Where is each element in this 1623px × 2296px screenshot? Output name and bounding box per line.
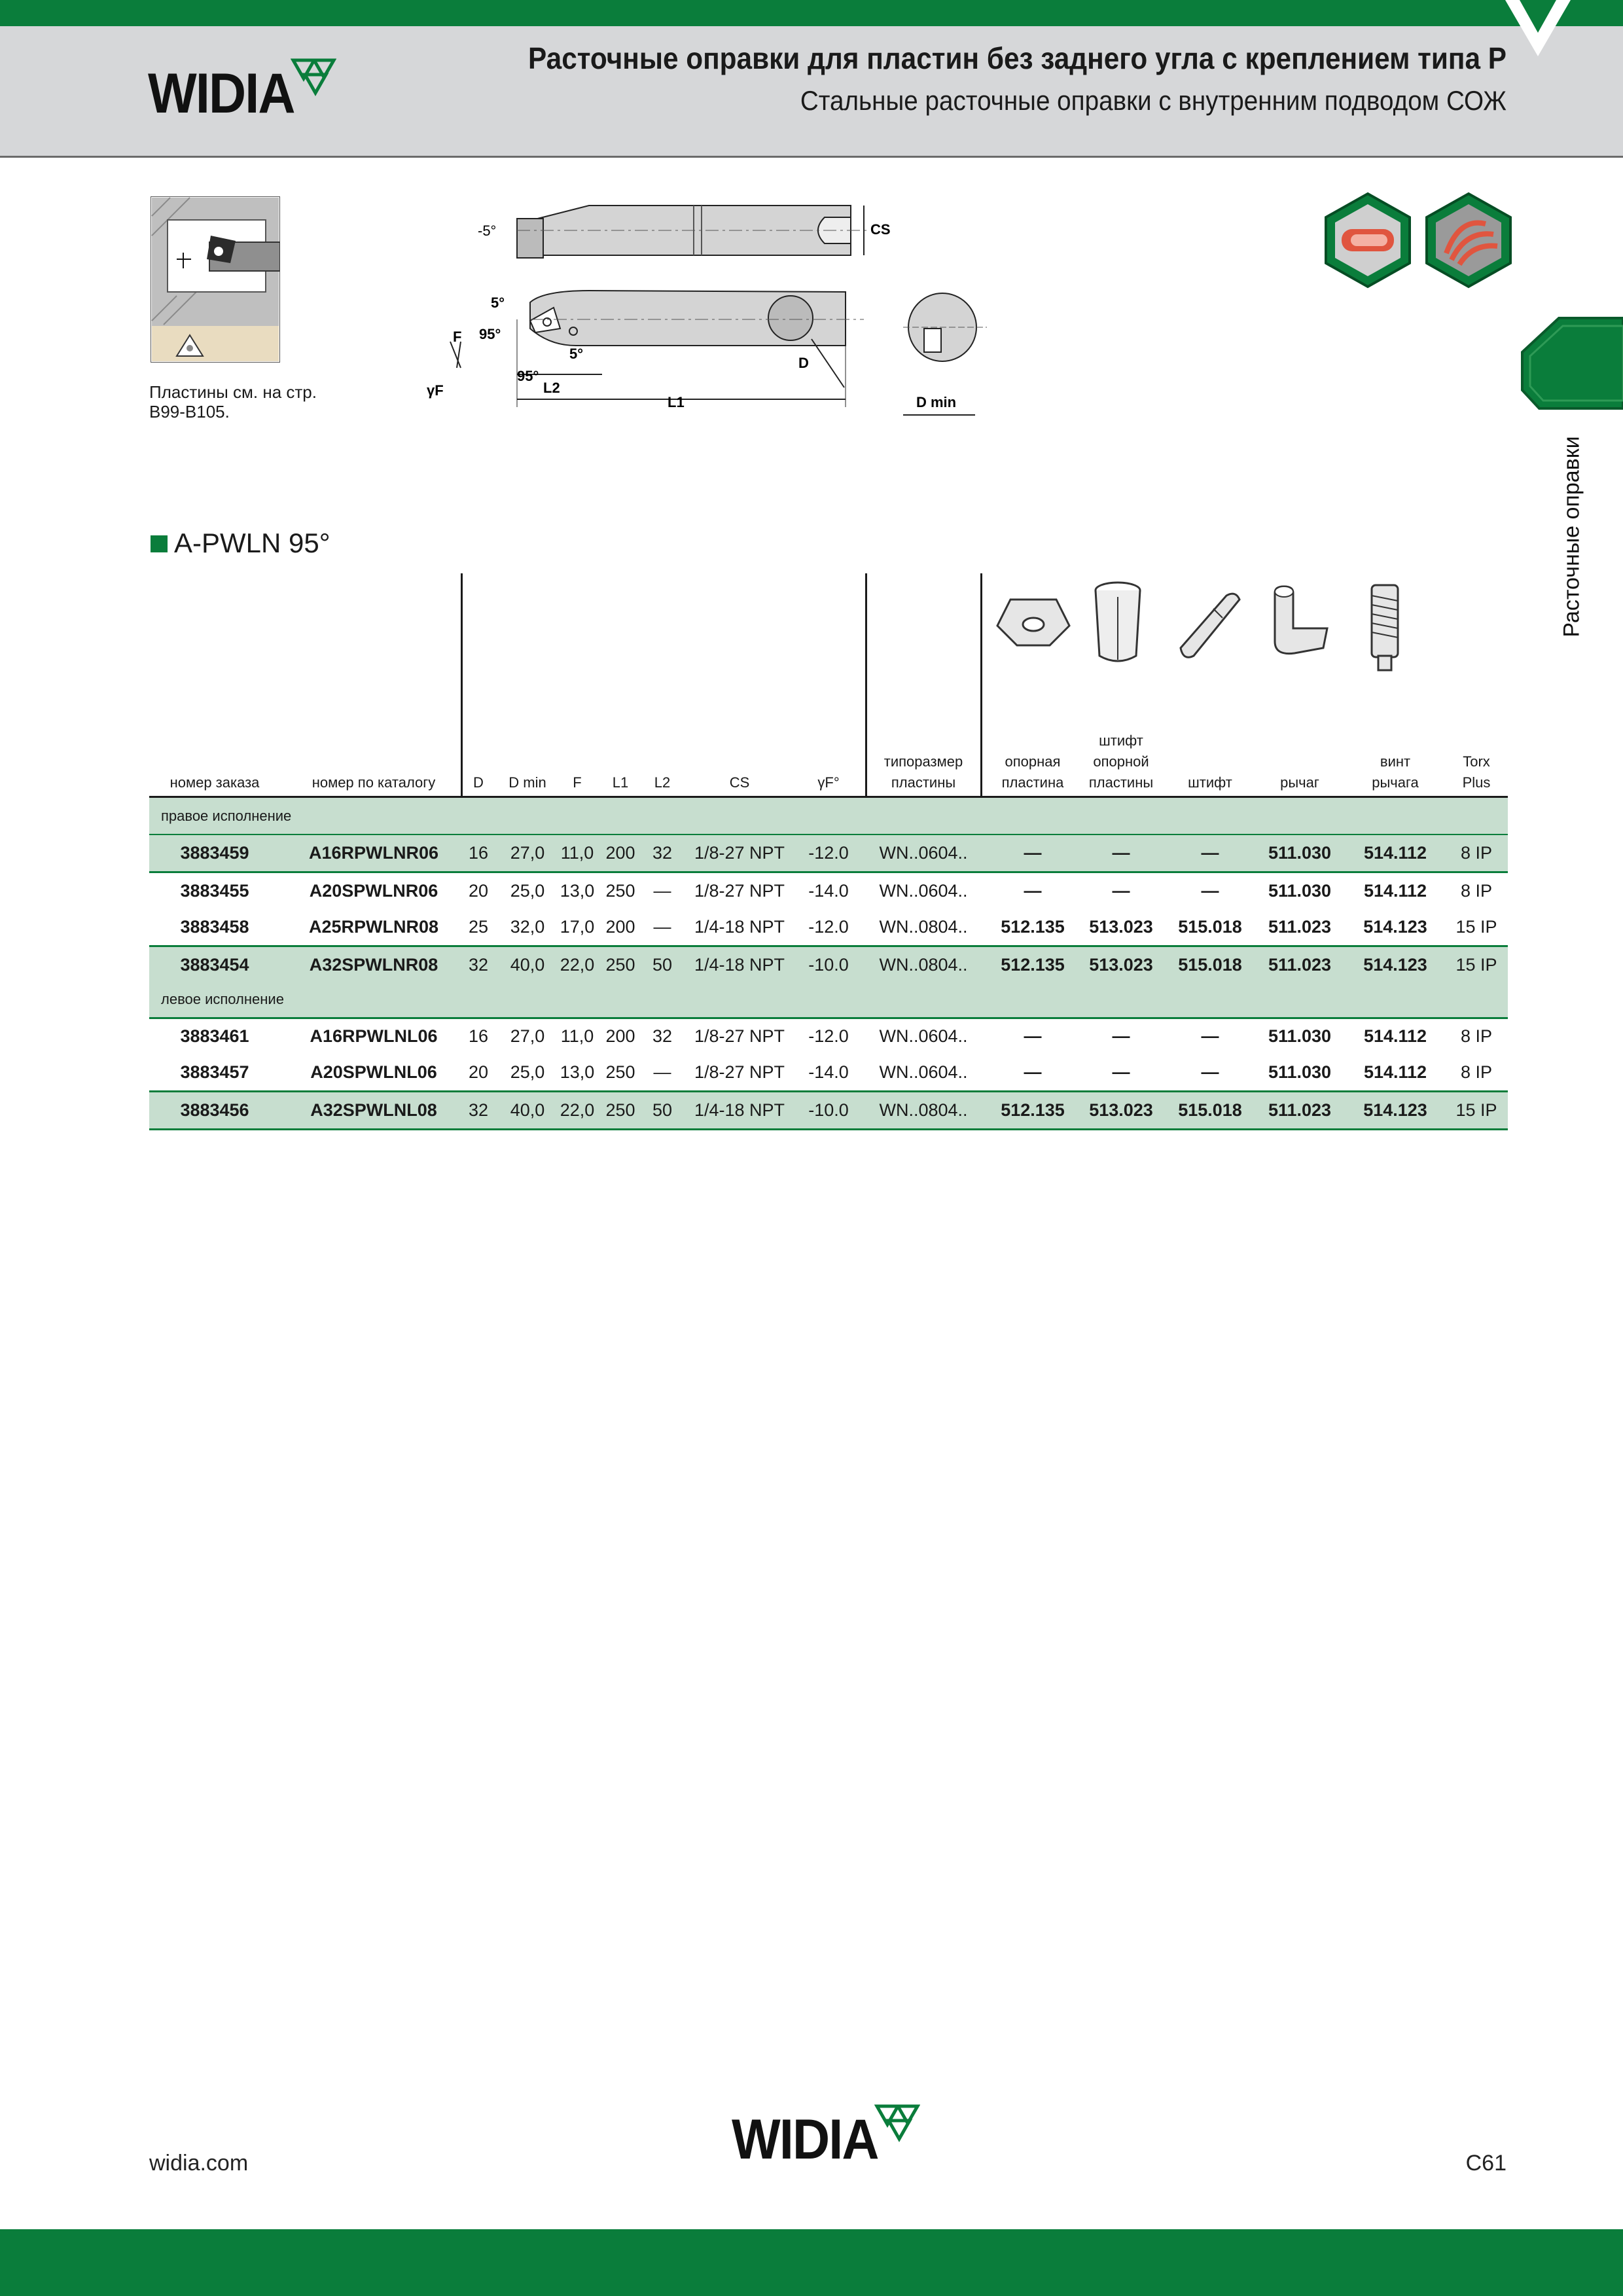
col-header-catalog: номер по каталогу [312, 774, 436, 791]
drawing-label-angle-95b: 95° [517, 368, 539, 384]
logo-wordmark: WIDIA [148, 62, 294, 125]
header-divider [461, 573, 463, 797]
drawing-label-angle-5b: 5° [569, 346, 584, 362]
table-row: 3883455 A20SPWLNR06 20 25,0 13,0 250 — 1/8-27 NPT -14.0 WN..0604.. — — — 511.030 514.112 8 IP [180, 881, 1493, 901]
col-header-torx: Torx Plus [1462, 753, 1491, 791]
page-subtitle: Стальные расточные оправки с внутренним подводом СОЖ [800, 85, 1507, 116]
lever-icon [1255, 583, 1340, 668]
table-row: 3883456 A32SPWLNL08 32 40,0 22,0 250 50 1/4-18 NPT -10.0 WN..0804.. 512.135 513.023 515.018 511.023 514.123 15 IP [149, 1092, 1508, 1130]
widia-triangles-icon [291, 58, 336, 97]
footer-logo-wordmark: WIDIA [732, 2108, 878, 2171]
header-divider [865, 573, 867, 797]
footer-url[interactable]: widia.com [149, 2151, 249, 2176]
drawing-label-angle-top: -5° [478, 223, 497, 239]
col-header-cs: CS [729, 774, 750, 791]
threading-hex-icon [1427, 194, 1510, 287]
side-tab-label: Расточные оправки [1559, 436, 1584, 637]
header-divider [980, 573, 982, 797]
drawing-label-angle-5: 5° [491, 295, 505, 311]
page-number: C61 [1465, 2151, 1507, 2176]
lever-screw-icon [1365, 583, 1404, 674]
footer-widia-logo [732, 2108, 891, 2171]
drawing-label-f: F [453, 329, 462, 345]
col-header-d: D [473, 774, 484, 791]
group-row-left: левое исполнение [149, 981, 1508, 1019]
shim-pin-icon [1085, 577, 1150, 669]
spec-table [149, 573, 1508, 1127]
col-header-lever-screw: винт рычага [1372, 753, 1419, 791]
table-row: 3883457 A20SPWLNL06 20 25,0 13,0 250 — 1/8-27 NPT -14.0 WN..0604.. — — — 511.030 514.112 8 IP [149, 1054, 1508, 1092]
col-header-insert-size: типоразмер пластины [883, 753, 963, 791]
col-header-gamma: γF° [817, 774, 840, 791]
table-row: 3883461 A16RPWLNL06 16 27,0 11,0 200 32 1/8-27 NPT -12.0 WN..0604.. — — — 511.030 514.112 8 IP [180, 1026, 1493, 1046]
insert-application-illustration [151, 196, 280, 363]
col-header-pin: штифт [1188, 774, 1232, 791]
side-tab-icon [1520, 317, 1623, 410]
section-marker [151, 535, 168, 552]
bottom-green-bar [0, 2229, 1623, 2296]
drawing-label-dmin: D min [916, 394, 957, 410]
col-header-l2: L2 [654, 774, 671, 791]
col-header-shim-pin: штифт опорной пластины [1088, 732, 1154, 791]
drawing-label-l1: L1 [668, 394, 685, 410]
application-hex-icons [1322, 191, 1518, 289]
footer-widia-triangles-icon [874, 2104, 920, 2143]
boring-bar-drawing [419, 191, 1008, 427]
insert-reference-note: Пластины см. на стр. B99-B105. [149, 382, 317, 422]
table-row: 3883459 A16RPWLNR06 16 27,0 11,0 200 32 1/8-27 NPT -12.0 WN..0604.. — — — 511.030 514.112 8 IP [149, 835, 1508, 873]
table-row: 3883454 A32SPWLNR08 32 40,0 22,0 250 50 1/4-18 NPT -10.0 WN..0804.. 512.135 513.023 515.018 511.023 514.123 15 IP [149, 947, 1508, 983]
page-title: Расточные оправки для пластин без заднего угла с креплением типа P [528, 41, 1507, 75]
group-row-right: правое исполнение [149, 798, 1508, 836]
section-title: A-PWLN 95° [174, 528, 330, 558]
col-header-dmin: D min [508, 774, 546, 791]
pin-icon [1168, 583, 1253, 668]
corner-triangle-icon [1505, 0, 1571, 56]
col-header-f: F [573, 774, 582, 791]
col-header-l1: L1 [612, 774, 629, 791]
top-green-bar [0, 0, 1623, 26]
col-header-order: номер заказа [169, 774, 260, 791]
table-row: 3883458 A25RPWLNR08 25 32,0 17,0 200 — 1/4-18 NPT -12.0 WN..0804.. 512.135 513.023 515.018 511.023 514.123 15 IP [149, 909, 1508, 947]
shim-icon [991, 586, 1076, 652]
col-header-shim: опорная пластина [1001, 753, 1064, 791]
drawing-label-angle-95: 95° [479, 326, 501, 342]
widia-logo [148, 62, 307, 125]
drawing-label-d: D [798, 355, 809, 371]
internal-boring-hex-icon [1326, 194, 1410, 287]
drawing-label-l2: L2 [543, 380, 560, 396]
drawing-label-cs: CS [870, 221, 891, 238]
col-header-lever: рычаг [1280, 774, 1319, 791]
drawing-label-gamma-f: γF [427, 382, 444, 399]
